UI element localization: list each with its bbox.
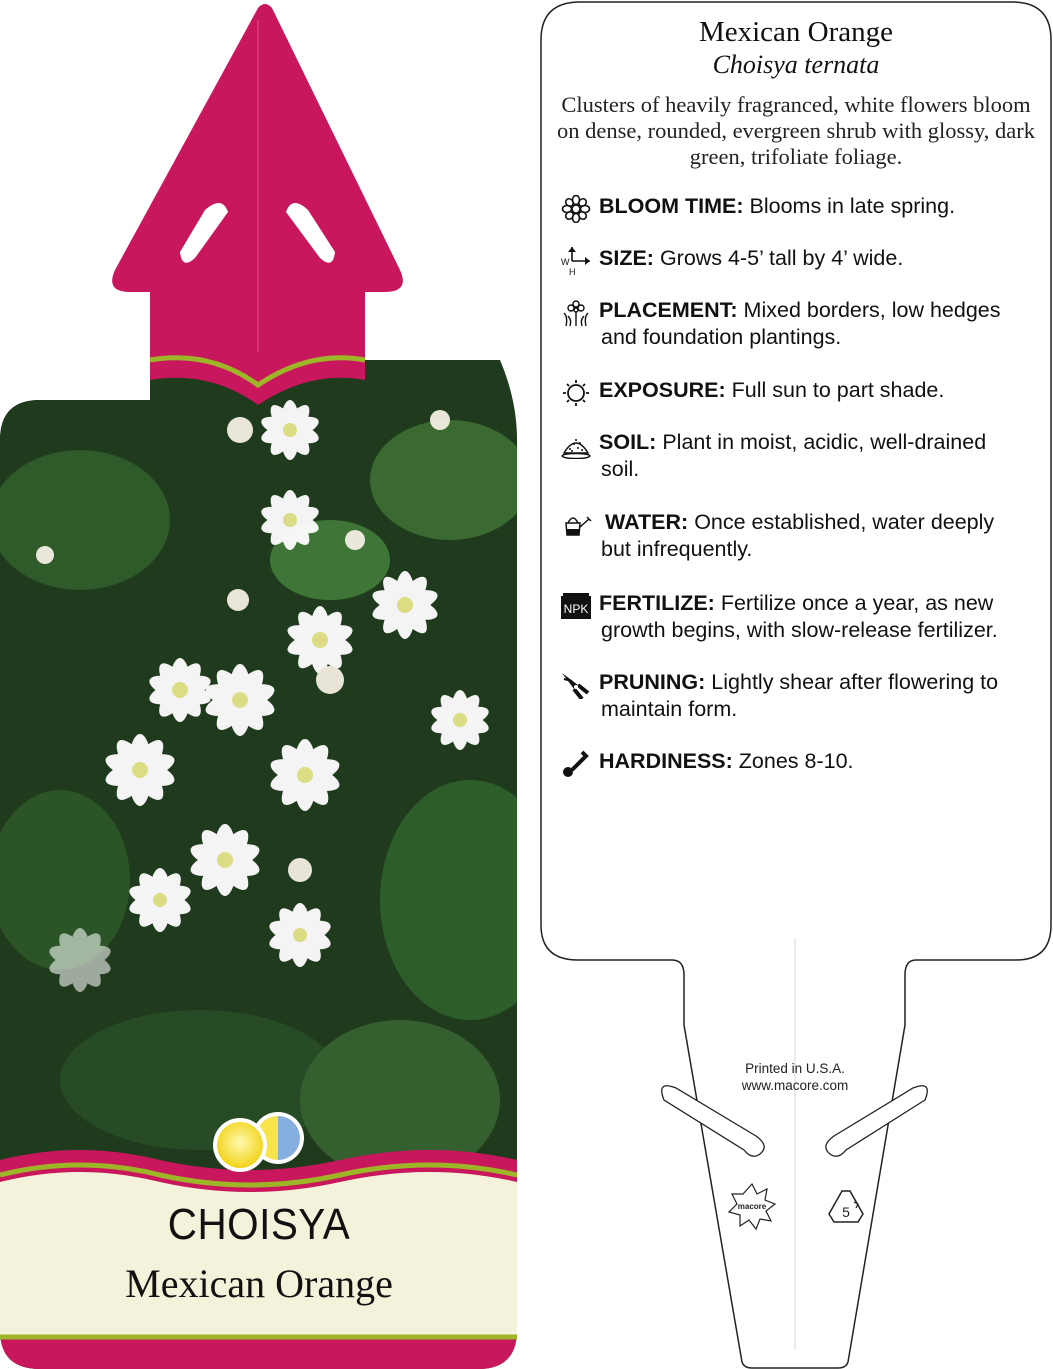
care-item-size [560, 245, 1040, 275]
white-flowers-photo [0, 360, 525, 1220]
fertilize-text-cont: growth begins, with slow-release fertilizer. [601, 618, 998, 642]
fertilize-label: FERTILIZE: [599, 591, 715, 615]
plants-icon [560, 299, 592, 327]
care-item-bloom-time [560, 193, 1040, 220]
water-label: WATER: [605, 510, 689, 534]
genus-name: CHOISYA [167, 1200, 351, 1249]
flower-icon [560, 195, 592, 223]
bloom-time-label: BLOOM TIME: [599, 194, 744, 218]
botanical-name: Choisya ternata [712, 50, 880, 79]
pruners-icon [560, 671, 592, 699]
placement-text-cont: and foundation plantings. [601, 325, 842, 349]
fertilize-text: Fertilize once a year, as new [720, 591, 994, 615]
back-common-name: Mexican Orange [698, 16, 894, 48]
hardiness-label: HARDINESS: [599, 749, 733, 773]
water-text: Once established, water deeply [694, 510, 995, 534]
pruning-label: PRUNING: [599, 670, 706, 694]
soil-icon [560, 431, 592, 459]
care-item-water [560, 509, 1040, 563]
printer-info [700, 1060, 890, 1094]
soil-text: Plant in moist, acidic, well-drained [662, 430, 987, 454]
care-item-pruning [560, 669, 1040, 723]
soil-label: SOIL: [599, 430, 657, 454]
plant-description: Clusters of heavily fragranced, white flowers bloom on dense, rounded, evergreen shrub with glossy, dark green, trifoliate foliage. [556, 92, 1035, 169]
sun-icon [560, 379, 592, 407]
water-text-cont: but infrequently. [601, 537, 753, 561]
size-h-letter: H [569, 267, 576, 275]
npk-text: NPK [563, 602, 589, 616]
front-tag [0, 0, 525, 1369]
hardiness-text: Zones 8-10. [738, 749, 854, 773]
care-item-hardiness [560, 748, 1040, 775]
bloom-time-text: Blooms in late spring. [749, 194, 956, 218]
soil-text-cont: soil. [601, 457, 640, 481]
size-arrows-icon [560, 247, 592, 275]
thermometer-icon [560, 750, 592, 778]
size-label: SIZE: [599, 246, 654, 270]
front-common-name: Mexican Orange [125, 1261, 393, 1306]
printed-in: Printed in U.S.A. [745, 1061, 845, 1076]
placement-label: PLACEMENT: [599, 298, 738, 322]
exposure-text: Full sun to part shade. [731, 378, 945, 402]
exposure-label: EXPOSURE: [599, 378, 726, 402]
watering-can-icon [560, 511, 592, 539]
care-item-placement [560, 297, 1040, 351]
macore-logo-text: macore [737, 1202, 767, 1211]
recycle-number: 5 [842, 1204, 850, 1220]
care-item-exposure [560, 377, 1040, 404]
pruning-text: Lightly shear after flowering to [711, 670, 999, 694]
care-item-soil [560, 429, 1040, 483]
care-item-fertilize [560, 590, 1040, 644]
npk-bag-icon [560, 592, 592, 620]
website: www.macore.com [741, 1078, 849, 1093]
size-w-letter: W [561, 257, 570, 267]
size-text: Grows 4-5’ tall by 4’ wide. [659, 246, 904, 270]
placement-text: Mixed borders, low hedges [743, 298, 1001, 322]
pruning-text-cont: maintain form. [601, 697, 738, 721]
